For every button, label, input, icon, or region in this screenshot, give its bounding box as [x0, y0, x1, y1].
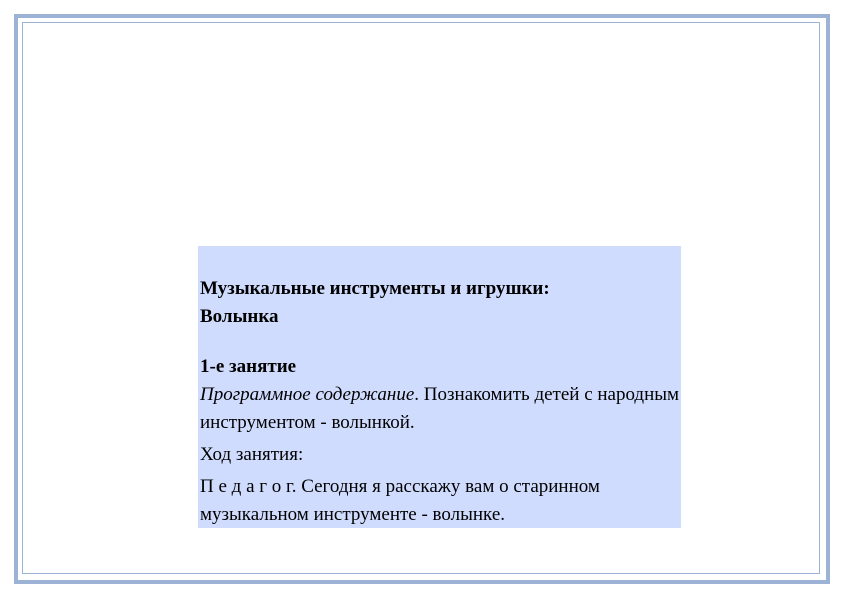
spacer	[200, 331, 681, 353]
lesson-heading: 1-е занятие	[200, 356, 297, 377]
program-label: Программное содержание	[200, 384, 415, 405]
course-label: Ход занятия:	[200, 444, 304, 465]
teacher-paragraph	[200, 473, 681, 529]
document-title	[200, 275, 681, 331]
teacher-label: П е д а г о г.	[200, 476, 297, 497]
teacher-text: Сегодня я расскажу вам о старинном музыкальном инструменте - волынке.	[200, 476, 600, 525]
program-text: . Познакомить детей с народным инструментом - волынкой.	[200, 384, 680, 433]
program-paragraph	[200, 381, 681, 437]
course-paragraph	[200, 441, 681, 469]
title-line-1: Музыкальные инструменты и игрушки:	[200, 278, 550, 299]
text-block	[198, 246, 681, 528]
title-line-2: Волынка	[200, 306, 279, 327]
